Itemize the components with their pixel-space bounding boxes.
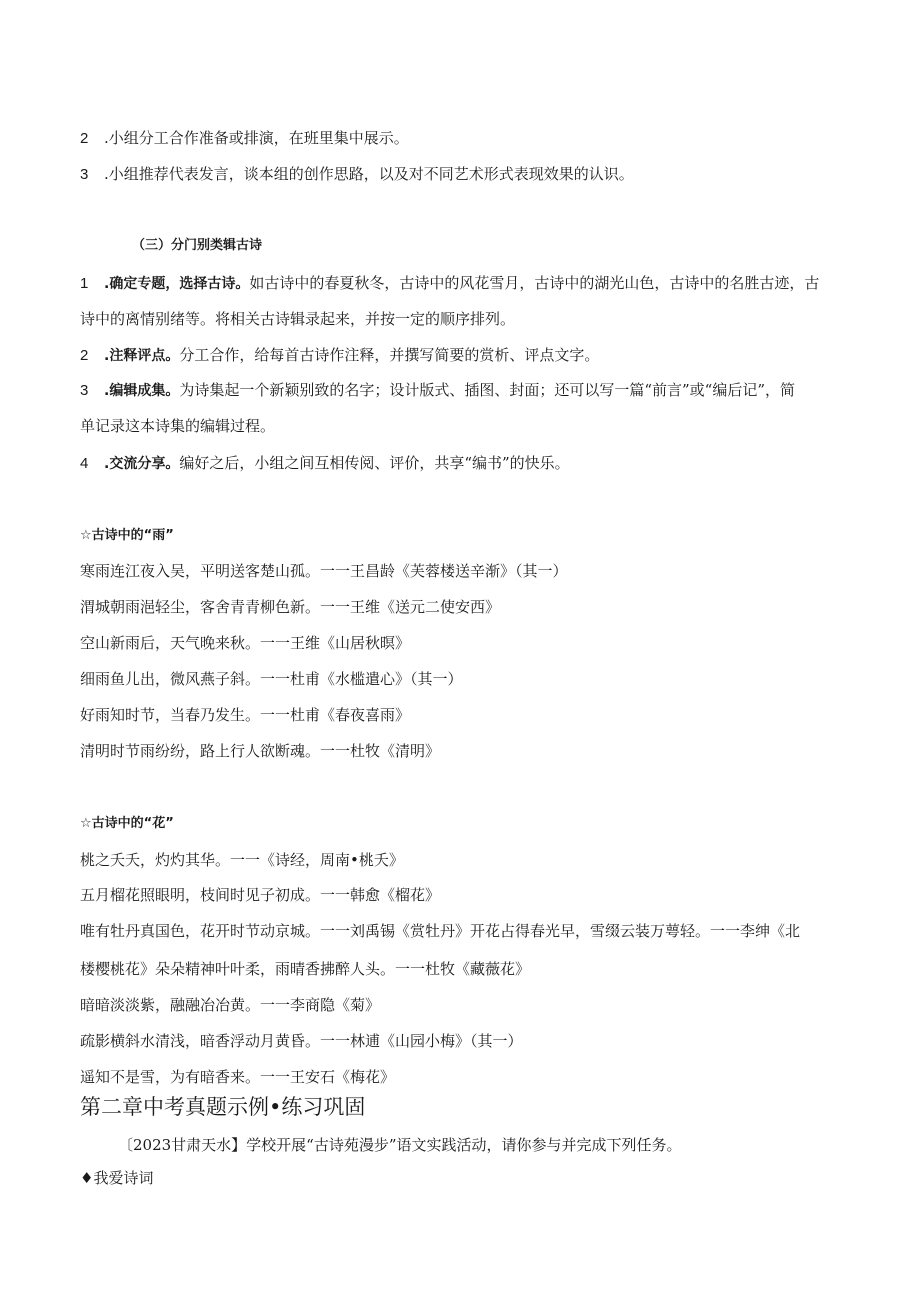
item-text: 编好之后，小组之间互相传阅、评价，共享“编书”的快乐。 [179,454,570,472]
section3-item-3 [80,380,795,401]
item-text: 如古诗中的春夏秋冬，古诗中的风花雪月，古诗中的湖光山色，古诗中的名胜古迹，古 [249,274,820,292]
flower-heading: ☆古诗中的“花” [80,816,174,831]
flower-line: 唯有牡丹真国色，花开时节动京城。一一刘禹锡《赏牡丹》开花占得春光早，雪缀云装万萼轻。一一李绅《北 [80,922,801,940]
chapter-title: 第二章中考真题示例•练习巩固 [80,1095,366,1119]
section3-item-1 [80,273,819,294]
item-number: 3 [80,166,89,183]
item-text: .小组分工合作准备或排演，在班里集中展示。 [104,129,409,147]
item-lead: .注释评点。 [104,348,180,364]
flower-line: 楼樱桃花》朵朵精神叶叶柔，雨晴香拂醉人头。一一杜牧《藏薇花》 [80,960,531,978]
rain-line: 好雨知时节，当春乃发生。一一杜甫《春夜喜雨》 [80,706,411,724]
item-number: 4 [80,455,89,472]
rain-line: 空山新雨后，天气晚来秋。一一王维《山居秋暝》 [80,634,411,652]
section3-item-2 [80,345,599,366]
flower-line: 暗暗淡淡紫，融融冶冶黄。一一李商隐《菊》 [80,996,381,1014]
rain-line: 渭城朝雨浥轻尘，客舍青青柳色新。一一王维《送元二使安西》 [80,598,501,616]
flower-line: 疏影横斜水清浅，暗香浮动月黄昏。一一林逋《山园小梅》（其一） [80,1032,523,1050]
rain-heading: ☆古诗中的“雨” [80,528,174,543]
rain-line: 寒雨连江夜入吴，平明送客楚山孤。一一王昌龄《芙蓉楼送辛渐》（其一） [80,562,568,580]
item-lead: .编辑成集。 [104,383,180,399]
item-lead: .确定专题，选择古诗。 [104,276,250,292]
item-number: 1 [80,275,89,292]
section2-item-2 [80,128,409,149]
item-number: 3 [80,382,89,399]
section3-heading: （三）分门别类辑古诗 [132,238,263,253]
rain-line: 细雨鱼儿出，微风燕子斜。一一杜甫《水槛遣心》（其一） [80,670,463,688]
item-number: 2 [80,347,89,364]
section3-item-1-continued: 诗中的离情别绪等。将相关古诗辑录起来，并按一定的顺序排列。 [80,310,516,328]
item-text: 分工合作，给每首古诗作注释，并撰写简要的赏析、评点文字。 [179,346,600,364]
item-text: 为诗集起一个新颖别致的名字；设计版式、插图、封面；还可以写一篇“前言”或“编后记”，简 [179,381,796,399]
section3-item-4 [80,453,570,474]
rain-line: 清明时节雨纷纷，路上行人欲断魂。一一杜牧《清明》 [80,742,441,760]
item-number: 2 [80,130,89,147]
flower-line: 桃之夭夭，灼灼其华。一一《诗经，周南•桃夭》 [80,851,404,869]
section3-item-3-continued: 单记录这本诗集的编辑过程。 [80,417,276,435]
flower-line: 五月榴花照眼明，枝间时见子初成。一一韩愈《榴花》 [80,886,441,904]
flower-line: 遥知不是雪，为有暗香来。一一王安石《梅花》 [80,1068,396,1086]
item-lead: .交流分享。 [104,456,180,472]
task-heading: ♦我爱诗词 [80,1169,154,1187]
exam-intro: 〔2023甘肃天水】学校开展“古诗苑漫步”语文实践活动，请你参与并完成下列任务。 [118,1136,682,1154]
section2-item-3 [80,164,634,185]
item-text: .小组推荐代表发言，谈本组的创作思路，以及对不同艺术形式表现效果的认识。 [104,165,634,183]
